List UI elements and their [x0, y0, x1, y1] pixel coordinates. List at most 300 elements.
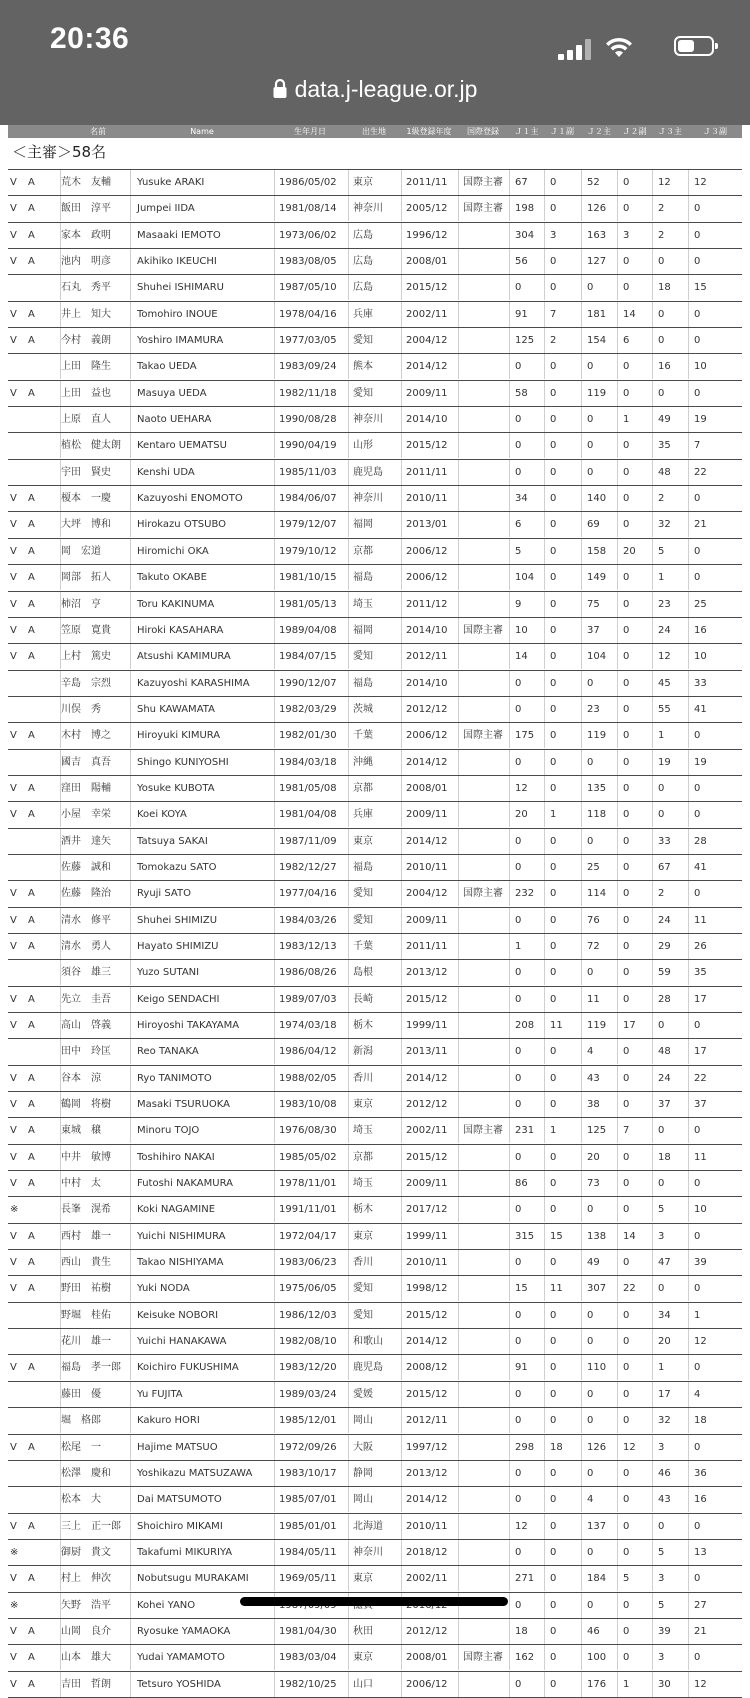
birthdate-cell: 1978/04/16 [274, 302, 349, 327]
j1-sub-cell: 0 [544, 750, 584, 775]
birthdate-cell: 1983/12/20 [274, 1355, 349, 1380]
intl-status-cell [458, 1145, 513, 1170]
name-en-cell: Yoshikazu MATSUZAWA [130, 1461, 278, 1486]
j3-sub-cell: 0 [688, 1118, 728, 1143]
j2-sub-cell: 0 [617, 1408, 657, 1433]
registration-year-cell: 2010/11 [401, 1514, 460, 1539]
registration-year-cell: 2012/12 [401, 1619, 460, 1644]
birthplace-cell: 広島 [348, 223, 405, 248]
birthdate-cell: 1986/04/12 [274, 1039, 349, 1064]
j2-main-cell: 119 [581, 1013, 621, 1038]
name-jp-cell: 辛島 宗烈 [60, 671, 131, 696]
qualification-mark: V [10, 1072, 17, 1084]
j1-sub-cell: 0 [544, 1145, 584, 1170]
assessor-mark: A [28, 598, 35, 610]
intl-status-cell: 国際主審 [458, 1118, 513, 1143]
table-row [8, 565, 742, 591]
j1-main-cell: 0 [509, 1145, 549, 1170]
j3-sub-cell: 22 [688, 1066, 728, 1091]
j2-sub-cell: 17 [617, 1013, 657, 1038]
j1-main-cell: 0 [509, 750, 549, 775]
assessor-mark [28, 960, 42, 985]
intl-status-cell [458, 1487, 513, 1512]
birthdate-cell: 1991/11/01 [274, 1197, 349, 1222]
assessor-mark [28, 1197, 42, 1222]
registration-year-cell: 2002/11 [401, 1118, 460, 1143]
assessor-mark: A [28, 1099, 35, 1111]
j2-sub-cell: 0 [617, 249, 657, 274]
j2-sub-cell: 0 [617, 1514, 657, 1539]
name-jp-cell: 上原 直人 [60, 407, 131, 432]
birthdate-cell: 1985/07/01 [274, 1487, 349, 1512]
assessor-mark: A [28, 335, 35, 347]
j2-main-cell: 0 [581, 750, 621, 775]
qualification-mark: V [10, 1020, 17, 1031]
qualification-mark [10, 407, 24, 432]
j3-sub-cell: 0 [688, 381, 728, 406]
j2-sub-cell: 0 [617, 1461, 657, 1486]
intl-status-cell [458, 776, 513, 801]
assessor-mark: A [28, 940, 35, 952]
name-jp-cell: 榎本 一慶 [60, 486, 131, 511]
assessor-mark: A [28, 809, 35, 821]
assessor-mark [28, 1593, 42, 1618]
j3-main-cell: 67 [652, 855, 692, 880]
table-row [8, 592, 742, 618]
intl-status-cell [458, 539, 513, 564]
qualification-mark [10, 1329, 24, 1354]
j1-sub-cell: 0 [544, 1645, 584, 1670]
j1-main-cell: 12 [509, 1514, 549, 1539]
table-row [8, 1540, 742, 1566]
j2-sub-cell: 0 [617, 908, 657, 933]
assessor-mark: A [28, 1257, 35, 1269]
assessor-mark [28, 1408, 42, 1433]
birthplace-cell: 愛知 [348, 328, 405, 353]
qualification-mark: V [10, 177, 17, 188]
j1-main-cell: 0 [509, 1408, 549, 1433]
name-en-cell: Tomokazu SATO [130, 855, 278, 880]
intl-status-cell [458, 1197, 513, 1222]
assessor-mark: A [28, 308, 35, 320]
birthplace-cell: 静岡 [348, 1461, 405, 1486]
qualification-mark: ※ [10, 1546, 19, 1558]
assessor-mark: A [28, 1230, 35, 1242]
qualification-mark: V [10, 1520, 17, 1532]
j3-sub-cell: 12 [688, 1329, 728, 1354]
table-row [8, 1435, 742, 1461]
j1-main-cell: 91 [509, 302, 549, 327]
j3-main-cell: 5 [652, 539, 692, 564]
j1-main-cell: 20 [509, 802, 549, 827]
assessor-mark: A [28, 782, 35, 794]
intl-status-cell [458, 1540, 513, 1565]
column-header: Ｊ１主 [514, 127, 539, 136]
name-en-cell: Futoshi NAKAMURA [130, 1171, 278, 1196]
j3-main-cell: 0 [652, 381, 692, 406]
assessor-mark [28, 275, 42, 300]
j1-sub-cell: 0 [544, 249, 584, 274]
j1-sub-cell: 3 [544, 223, 584, 248]
referee-table [8, 169, 742, 1698]
j2-sub-cell: 0 [617, 776, 657, 801]
j2-sub-cell: 0 [617, 592, 657, 617]
birthplace-cell: 埼玉 [348, 592, 405, 617]
birthdate-cell: 1983/06/23 [274, 1250, 349, 1275]
assessor-mark: A [28, 545, 35, 557]
birthplace-cell: 京都 [348, 1145, 405, 1170]
intl-status-cell [458, 750, 513, 775]
qualification-mark: V [10, 940, 17, 952]
j1-main-cell: 0 [509, 407, 549, 432]
intl-status-cell [458, 512, 513, 537]
j2-main-cell: 127 [581, 249, 621, 274]
qualification-mark: V [10, 651, 17, 663]
j3-sub-cell: 12 [688, 1672, 728, 1697]
j3-sub-cell: 0 [688, 196, 728, 221]
name-en-cell: Shuhei ISHIMARU [130, 275, 278, 300]
j3-sub-cell: 15 [688, 275, 728, 300]
name-jp-cell: 酒井 達矢 [60, 829, 131, 854]
j1-sub-cell: 0 [544, 934, 584, 959]
birthdate-cell: 1984/07/15 [274, 644, 349, 669]
assessor-mark [28, 671, 42, 696]
birthdate-cell: 1985/05/02 [274, 1145, 349, 1170]
j2-sub-cell: 0 [617, 1329, 657, 1354]
j1-main-cell: 162 [509, 1645, 549, 1670]
name-en-cell: Takao UEDA [130, 354, 278, 379]
name-en-cell: Kohei YANO [130, 1593, 278, 1618]
intl-status-cell [458, 302, 513, 327]
j3-sub-cell: 0 [688, 249, 728, 274]
j3-main-cell: 3 [652, 1224, 692, 1249]
j1-sub-cell: 0 [544, 407, 584, 432]
name-jp-cell: 先立 圭吾 [60, 987, 131, 1012]
birthplace-cell: 福岡 [348, 512, 405, 537]
registration-year-cell: 2008/01 [401, 1645, 460, 1670]
registration-year-cell: 2009/11 [401, 908, 460, 933]
j1-main-cell: 0 [509, 433, 549, 458]
registration-year-cell: 2010/11 [401, 1250, 460, 1275]
birthplace-cell: 兵庫 [348, 302, 405, 327]
j1-sub-cell: 0 [544, 1540, 584, 1565]
j1-sub-cell: 0 [544, 1355, 584, 1380]
j3-sub-cell: 19 [688, 750, 728, 775]
j1-sub-cell: 0 [544, 1461, 584, 1486]
birthdate-cell: 1982/03/29 [274, 697, 349, 722]
j3-main-cell: 0 [652, 1276, 692, 1301]
birthplace-cell: 栃木 [348, 1013, 405, 1038]
name-en-cell: Shoichiro MIKAMI [130, 1514, 278, 1539]
j3-sub-cell: 1 [688, 1303, 728, 1328]
j2-main-cell: 114 [581, 881, 621, 906]
name-jp-cell: 木村 博之 [60, 723, 131, 748]
j1-main-cell: 0 [509, 275, 549, 300]
j3-sub-cell: 39 [688, 1250, 728, 1275]
home-indicator[interactable] [240, 1597, 508, 1606]
j1-main-cell: 0 [509, 1540, 549, 1565]
j1-sub-cell: 0 [544, 512, 584, 537]
birthplace-cell: 茨城 [348, 697, 405, 722]
j3-main-cell: 2 [652, 881, 692, 906]
birthdate-cell: 1979/10/12 [274, 539, 349, 564]
j1-main-cell: 232 [509, 881, 549, 906]
j2-main-cell: 126 [581, 196, 621, 221]
qualification-mark [10, 433, 24, 458]
name-en-cell: Ryo TANIMOTO [130, 1066, 278, 1091]
registration-year-cell: 2006/12 [401, 539, 460, 564]
birthplace-cell: 愛知 [348, 881, 405, 906]
qualification-mark: ※ [10, 1599, 19, 1611]
j1-sub-cell: 1 [544, 1118, 584, 1143]
j2-sub-cell: 0 [617, 1092, 657, 1117]
intl-status-cell [458, 1066, 513, 1091]
name-en-cell: Tomohiro INOUE [130, 302, 278, 327]
table-row [8, 1461, 742, 1487]
name-en-cell: Ryosuke YAMAOKA [130, 1619, 278, 1644]
j1-sub-cell: 0 [544, 1329, 584, 1354]
j3-sub-cell: 7 [688, 433, 728, 458]
table-row [8, 539, 742, 565]
name-en-cell: Minoru TOJO [130, 1118, 278, 1143]
name-jp-cell: 荒木 友輔 [60, 170, 131, 195]
qualification-mark: V [10, 1283, 17, 1295]
table-row [8, 1066, 742, 1092]
j3-main-cell: 20 [652, 1329, 692, 1354]
intl-status-cell [458, 934, 513, 959]
assessor-mark [28, 407, 42, 432]
j3-main-cell: 18 [652, 275, 692, 300]
j3-main-cell: 0 [652, 776, 692, 801]
intl-status-cell [458, 249, 513, 274]
registration-year-cell: 1997/12 [401, 1435, 460, 1460]
j3-sub-cell: 16 [688, 618, 728, 643]
registration-year-cell: 2015/12 [401, 1145, 460, 1170]
name-jp-cell: 清水 勇人 [60, 934, 131, 959]
name-en-cell: Hiroyoshi TAKAYAMA [130, 1013, 278, 1038]
j1-main-cell: 0 [509, 1197, 549, 1222]
assessor-mark [28, 1540, 42, 1565]
j2-main-cell: 0 [581, 1303, 621, 1328]
j1-sub-cell: 7 [544, 302, 584, 327]
j1-main-cell: 6 [509, 512, 549, 537]
j1-main-cell: 271 [509, 1566, 549, 1591]
j2-sub-cell: 0 [617, 1250, 657, 1275]
j2-sub-cell: 0 [617, 1171, 657, 1196]
j2-main-cell: 0 [581, 1408, 621, 1433]
j1-main-cell: 0 [509, 671, 549, 696]
table-row [8, 987, 742, 1013]
j2-main-cell: 126 [581, 1435, 621, 1460]
name-en-cell: Hajime MATSUO [130, 1435, 278, 1460]
name-jp-cell: 西山 貴生 [60, 1250, 131, 1275]
registration-year-cell: 2013/11 [401, 1039, 460, 1064]
j1-main-cell: 9 [509, 592, 549, 617]
intl-status-cell [458, 1619, 513, 1644]
j2-sub-cell: 0 [617, 1645, 657, 1670]
j3-sub-cell: 0 [688, 223, 728, 248]
j1-main-cell: 0 [509, 1039, 549, 1064]
j3-main-cell: 0 [652, 1171, 692, 1196]
j2-main-cell: 0 [581, 460, 621, 485]
assessor-mark [28, 1382, 42, 1407]
name-jp-cell: 窪田 陽輔 [60, 776, 131, 801]
intl-status-cell [458, 1514, 513, 1539]
j2-main-cell: 0 [581, 275, 621, 300]
j1-main-cell: 56 [509, 249, 549, 274]
registration-year-cell: 2008/01 [401, 249, 460, 274]
registration-year-cell: 2010/11 [401, 486, 460, 511]
j1-main-cell: 58 [509, 381, 549, 406]
j3-main-cell: 0 [652, 1013, 692, 1038]
j3-sub-cell: 17 [688, 987, 728, 1012]
url-text: data.j-league.or.jp [294, 76, 478, 102]
j1-main-cell: 231 [509, 1118, 549, 1143]
j2-main-cell: 52 [581, 170, 621, 195]
j2-main-cell: 100 [581, 1645, 621, 1670]
qualification-mark: V [10, 1441, 17, 1453]
j3-main-cell: 37 [652, 1092, 692, 1117]
j2-sub-cell: 0 [617, 512, 657, 537]
j2-sub-cell: 0 [617, 1066, 657, 1091]
name-en-cell: Yuki NODA [130, 1276, 278, 1301]
intl-status-cell [458, 1250, 513, 1275]
birthplace-cell: 熊本 [348, 354, 405, 379]
registration-year-cell: 2004/12 [401, 328, 460, 353]
registration-year-cell: 2009/11 [401, 802, 460, 827]
birthdate-cell: 1982/10/25 [274, 1672, 349, 1697]
j2-main-cell: 37 [581, 618, 621, 643]
qualification-mark: V [10, 1678, 17, 1690]
qualification-mark: V [10, 229, 17, 241]
j3-main-cell: 23 [652, 592, 692, 617]
intl-status-cell: 国際主審 [458, 1645, 513, 1670]
assessor-mark: A [28, 1151, 35, 1163]
assessor-mark [28, 1303, 42, 1328]
birthplace-cell: 愛知 [348, 1303, 405, 1328]
intl-status-cell [458, 1408, 513, 1433]
birthdate-cell: 1974/03/18 [274, 1013, 349, 1038]
qualification-mark: V [10, 782, 17, 794]
birthplace-cell: 東京 [348, 829, 405, 854]
table-row [8, 1250, 742, 1276]
qualification-mark [10, 1382, 24, 1407]
birthplace-cell: 秋田 [348, 1619, 405, 1644]
name-jp-cell: 植松 健太朗 [60, 433, 131, 458]
name-en-cell: Shingo KUNIYOSHI [130, 750, 278, 775]
j1-sub-cell: 0 [544, 196, 584, 221]
name-en-cell: Naoto UEHARA [130, 407, 278, 432]
j3-sub-cell: 0 [688, 302, 728, 327]
qualification-mark [10, 697, 24, 722]
j1-main-cell: 304 [509, 223, 549, 248]
birthplace-cell: 沖縄 [348, 750, 405, 775]
name-jp-cell: 佐藤 誠和 [60, 855, 131, 880]
assessor-mark: A [28, 651, 35, 663]
j3-sub-cell: 10 [688, 354, 728, 379]
qualification-mark: V [10, 1125, 17, 1137]
j1-main-cell: 0 [509, 829, 549, 854]
j1-main-cell: 0 [509, 1066, 549, 1091]
name-en-cell: Hiromichi OKA [130, 539, 278, 564]
qualification-mark: V [10, 1625, 17, 1637]
birthplace-cell: 山形 [348, 433, 405, 458]
registration-year-cell: 2014/12 [401, 750, 460, 775]
intl-status-cell [458, 460, 513, 485]
registration-year-cell: 2010/11 [401, 855, 460, 880]
j2-sub-cell: 0 [617, 486, 657, 511]
qualification-mark: V [10, 335, 17, 347]
j1-sub-cell: 0 [544, 697, 584, 722]
intl-status-cell [458, 829, 513, 854]
birthdate-cell: 1981/04/08 [274, 802, 349, 827]
j3-sub-cell: 21 [688, 1619, 728, 1644]
j3-main-cell: 24 [652, 618, 692, 643]
registration-year-cell: 2009/11 [401, 381, 460, 406]
j2-main-cell: 0 [581, 1382, 621, 1407]
table-row [8, 1408, 742, 1434]
birthplace-cell: 大阪 [348, 1435, 405, 1460]
table-row [8, 196, 742, 222]
j2-sub-cell: 22 [617, 1276, 657, 1301]
address-bar[interactable] [0, 76, 750, 103]
qualification-mark: V [10, 308, 17, 320]
j3-sub-cell: 0 [688, 802, 728, 827]
j3-sub-cell: 28 [688, 829, 728, 854]
j3-sub-cell: 22 [688, 460, 728, 485]
j3-main-cell: 5 [652, 1197, 692, 1222]
j1-main-cell: 0 [509, 1487, 549, 1512]
name-jp-cell: 笠原 寛貴 [60, 618, 131, 643]
j3-sub-cell: 35 [688, 960, 728, 985]
j3-sub-cell: 0 [688, 486, 728, 511]
name-jp-cell: 大坪 博和 [60, 512, 131, 537]
qualification-mark [10, 275, 24, 300]
birthplace-cell: 京都 [348, 776, 405, 801]
j1-sub-cell: 0 [544, 433, 584, 458]
j1-main-cell: 0 [509, 697, 549, 722]
table-row [8, 223, 742, 249]
name-jp-cell: 松尾 一 [60, 1435, 131, 1460]
registration-year-cell: 2014/10 [401, 407, 460, 432]
intl-status-cell: 国際主審 [458, 881, 513, 906]
name-jp-cell: 山岡 良介 [60, 1619, 131, 1644]
j1-sub-cell: 0 [544, 1250, 584, 1275]
j1-main-cell: 198 [509, 196, 549, 221]
j2-main-cell: 46 [581, 1619, 621, 1644]
registration-year-cell: 2017/12 [401, 1197, 460, 1222]
j2-main-cell: 0 [581, 671, 621, 696]
j1-main-cell: 34 [509, 486, 549, 511]
j1-main-cell: 0 [509, 855, 549, 880]
qualification-mark: V [10, 203, 17, 215]
birthdate-cell: 1985/01/01 [274, 1514, 349, 1539]
name-jp-cell: 佐藤 隆治 [60, 881, 131, 906]
table-row [8, 1197, 742, 1223]
j2-main-cell: 0 [581, 1329, 621, 1354]
birthdate-cell: 1983/10/17 [274, 1461, 349, 1486]
assessor-mark [28, 855, 42, 880]
j3-main-cell: 17 [652, 1382, 692, 1407]
table-row [8, 275, 742, 301]
name-en-cell: Yudai YAMAMOTO [130, 1645, 278, 1670]
j2-main-cell: 163 [581, 223, 621, 248]
intl-status-cell [458, 1461, 513, 1486]
j3-sub-cell: 13 [688, 1540, 728, 1565]
assessor-mark [28, 354, 42, 379]
name-jp-cell: 上村 篤史 [60, 644, 131, 669]
table-row [8, 1145, 742, 1171]
